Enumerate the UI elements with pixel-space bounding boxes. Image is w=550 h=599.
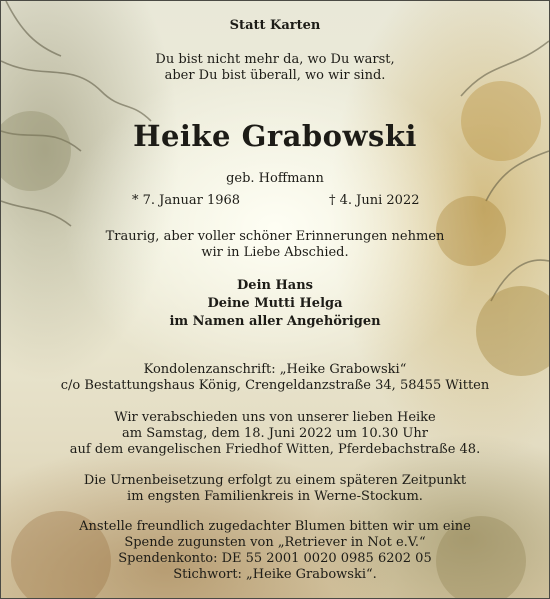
farewell-line-1: Traurig, aber voller schöner Erinnerungen nehmen <box>105 229 445 244</box>
donation-line-4: Stichwort: „Heike Grabowski“. <box>173 567 377 582</box>
farewell-line-2: wir in Liebe Abschied. <box>201 245 349 260</box>
poem-line-1: Du bist nicht mehr da, wo Du warst, <box>155 52 395 67</box>
mourner-2: Deine Mutti Helga <box>207 296 343 311</box>
notice-content <box>1 1 549 598</box>
condolence-line-1: Kondolenzanschrift: „Heike Grabowski“ <box>143 362 407 377</box>
donation-line-2: Spende zugunsten von „Retriever in Not e.V.“ <box>124 535 426 550</box>
service-line-2: am Samstag, dem 18. Juni 2022 um 10.30 Uhr <box>122 426 428 441</box>
poem-line-2: aber Du bist überall, wo wir sind. <box>164 68 386 83</box>
deceased-name: Heike Grabowski <box>133 119 417 153</box>
condolence-line-2: c/o Bestattungshaus König, Crengeldanzstraße 34, 58455 Witten <box>60 378 490 393</box>
urn-line-1: Die Urnenbeisetzung erfolgt zu einem späteren Zeitpunkt <box>83 473 467 488</box>
service-line-1: Wir verabschieden uns von unserer lieben Heike <box>114 410 436 425</box>
urn-line-2: im engsten Familienkreis in Werne-Stockum. <box>127 489 423 504</box>
donation-line-1: Anstelle freundlich zugedachter Blumen bitten wir um eine <box>79 519 471 534</box>
mourner-3: im Namen aller Angehörigen <box>169 314 381 329</box>
service-line-3: auf dem evangelischen Friedhof Witten, Pferdebachstraße 48. <box>69 442 481 457</box>
mourner-1: Dein Hans <box>237 278 313 293</box>
birth-date: * 7. Januar 1968 <box>132 193 241 208</box>
donation-line-3: Spendenkonto: DE 55 2001 0020 0985 6202 05 <box>118 551 432 566</box>
birth-name: geb. Hoffmann <box>226 171 324 186</box>
header-text: Statt Karten <box>229 18 321 33</box>
death-date: † 4. Juni 2022 <box>329 193 420 208</box>
